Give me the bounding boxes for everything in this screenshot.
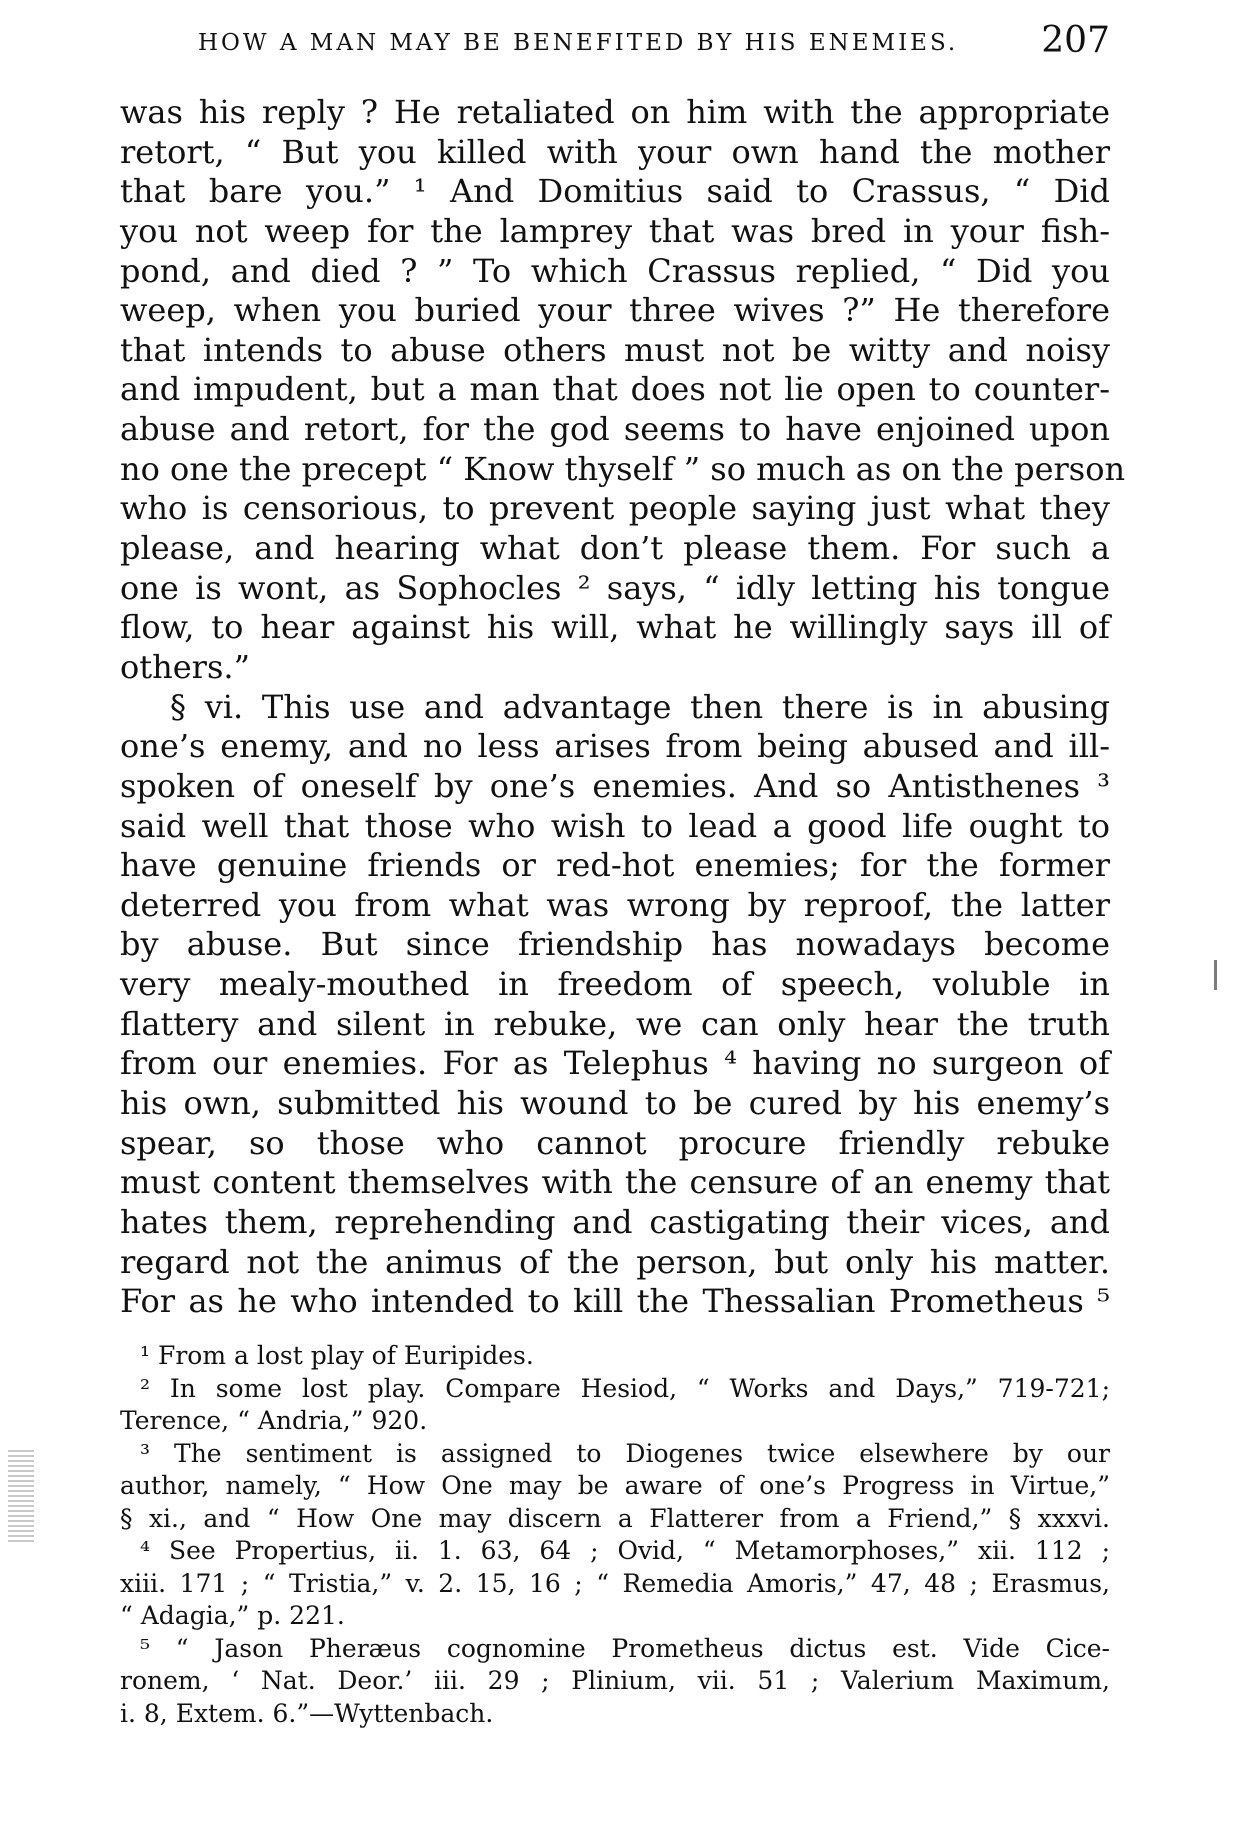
text-line: must content themselves with the censure of an enemy that <box>120 1163 1110 1202</box>
text-line: was his reply ? He retaliated on him with the appropriate <box>120 93 1110 131</box>
text-line: retort, “ But you killed with your own hand the mother <box>120 132 1110 171</box>
footnote-line: “ Adagia,” p. 221. <box>120 1601 345 1630</box>
text-line: from our enemies. For as Telephus ⁴ having no surgeon of <box>120 1044 1110 1083</box>
page-header <box>198 20 1110 70</box>
text-line: his own, submitted his wound to be cured by his enemy’s <box>120 1084 1110 1123</box>
footnote-line: ² In some lost play. Compare Hesiod, “ Works and Days,” 719-721; <box>140 1373 1110 1403</box>
text-line: hates them, reprehending and castigating their vices, and <box>120 1202 1110 1241</box>
section-heading-line: § vi. This use and advantage then there is in abusing <box>170 687 1110 726</box>
body-text <box>120 93 1126 1322</box>
text-line: spoken of oneself by one’s enemies. And so Antisthenes ³ <box>120 766 1110 805</box>
text-line: flattery and silent in rebuke, we can only hear the truth <box>120 1004 1110 1043</box>
footnote-line: Terence, “ Andria,” 920. <box>120 1406 428 1435</box>
text-line: you not weep for the lamprey that was bred in your fish- <box>120 211 1110 250</box>
text-line: who is censorious, to prevent people saying just what they <box>120 489 1110 528</box>
text-line: weep, when you buried your three wives ?” He therefore <box>120 291 1110 330</box>
footnotes <box>120 1340 1110 1730</box>
footnote-line: author, namely, “ How One may be aware of one’s Progress in Virtue,” <box>120 1471 1110 1500</box>
text-line: and impudent, but a man that does not lie open to counter- <box>120 370 1110 409</box>
footnote-line: ¹ From a lost play of Euripides. <box>140 1341 534 1370</box>
text-line: regard not the animus of the person, but only his matter. <box>120 1242 1110 1281</box>
text-line: others.” <box>120 647 250 686</box>
text-line: by abuse. But since friendship has nowadays become <box>120 925 1110 964</box>
text-line: For as he who intended to kill the Thessalian Prometheus ⁵ <box>120 1282 1110 1321</box>
footnote-line: xiii. 171 ; “ Tristia,” v. 2. 15, 16 ; “ Remedia Amoris,” 47, 48 ; Erasmus, <box>120 1568 1110 1598</box>
footnote-line: ⁴ See Propertius, ii. 1. 63, 64 ; Ovid, “ Metamorphoses,” xii. 112 ; <box>140 1536 1110 1565</box>
text-line: deterred you from what was wrong by reproof, the latter <box>120 885 1110 924</box>
text-line: one is wont, as Sophocles ² says, “ idly letting his tongue <box>120 568 1110 607</box>
scan-edge-mark <box>1214 960 1217 990</box>
text-line: that intends to abuse others must not be witty and noisy <box>120 330 1110 369</box>
text-line: spear, so those who cannot procure friendly rebuke <box>120 1123 1110 1162</box>
footnote-line: ³ The sentiment is assigned to Diogenes twice elsewhere by our <box>140 1438 1110 1468</box>
text-line: have genuine friends or red-hot enemies; for the former <box>120 846 1110 885</box>
text-line: please, and hearing what don’t please them. For such a <box>120 529 1110 568</box>
text-line: one’s enemy, and no less arises from being abused and ill- <box>120 727 1110 766</box>
text-line: no one the precept “ Know thyself ” so much as on the person <box>120 449 1126 488</box>
text-line: said well that those who wish to lead a good life ought to <box>120 806 1110 845</box>
page-number: 207 <box>1041 20 1110 61</box>
footnote-line: i. 8, Extem. 6.”—Wyttenbach. <box>120 1698 494 1728</box>
text-line: abuse and retort, for the god seems to have enjoined upon <box>120 410 1110 449</box>
text-line: pond, and died ? ” To which Crassus replied, “ Did you <box>120 251 1110 290</box>
text-line: that bare you.” ¹ And Domitius said to Crassus, “ Did <box>120 172 1110 211</box>
text-line: flow, to hear against his will, what he willingly says ill of <box>120 608 1110 647</box>
footnote-line: ronem, ‘ Nat. Deor.’ iii. 29 ; Plinium, vii. 51 ; Valerium Maximum, <box>120 1666 1110 1695</box>
scan-margin-mark <box>8 1450 34 1542</box>
footnote-line: § xi., and “ How One may discern a Flatterer from a Friend,” § xxxvi. <box>120 1503 1110 1533</box>
running-head: HOW A MAN MAY BE BENEFITED BY HIS ENEMIES. <box>198 30 959 56</box>
text-line: very mealy-mouthed in freedom of speech, voluble in <box>120 965 1110 1004</box>
footnote-line: ⁵ “ Jason Pheræus cognomine Prometheus dictus est. Vide Cice- <box>140 1633 1110 1663</box>
